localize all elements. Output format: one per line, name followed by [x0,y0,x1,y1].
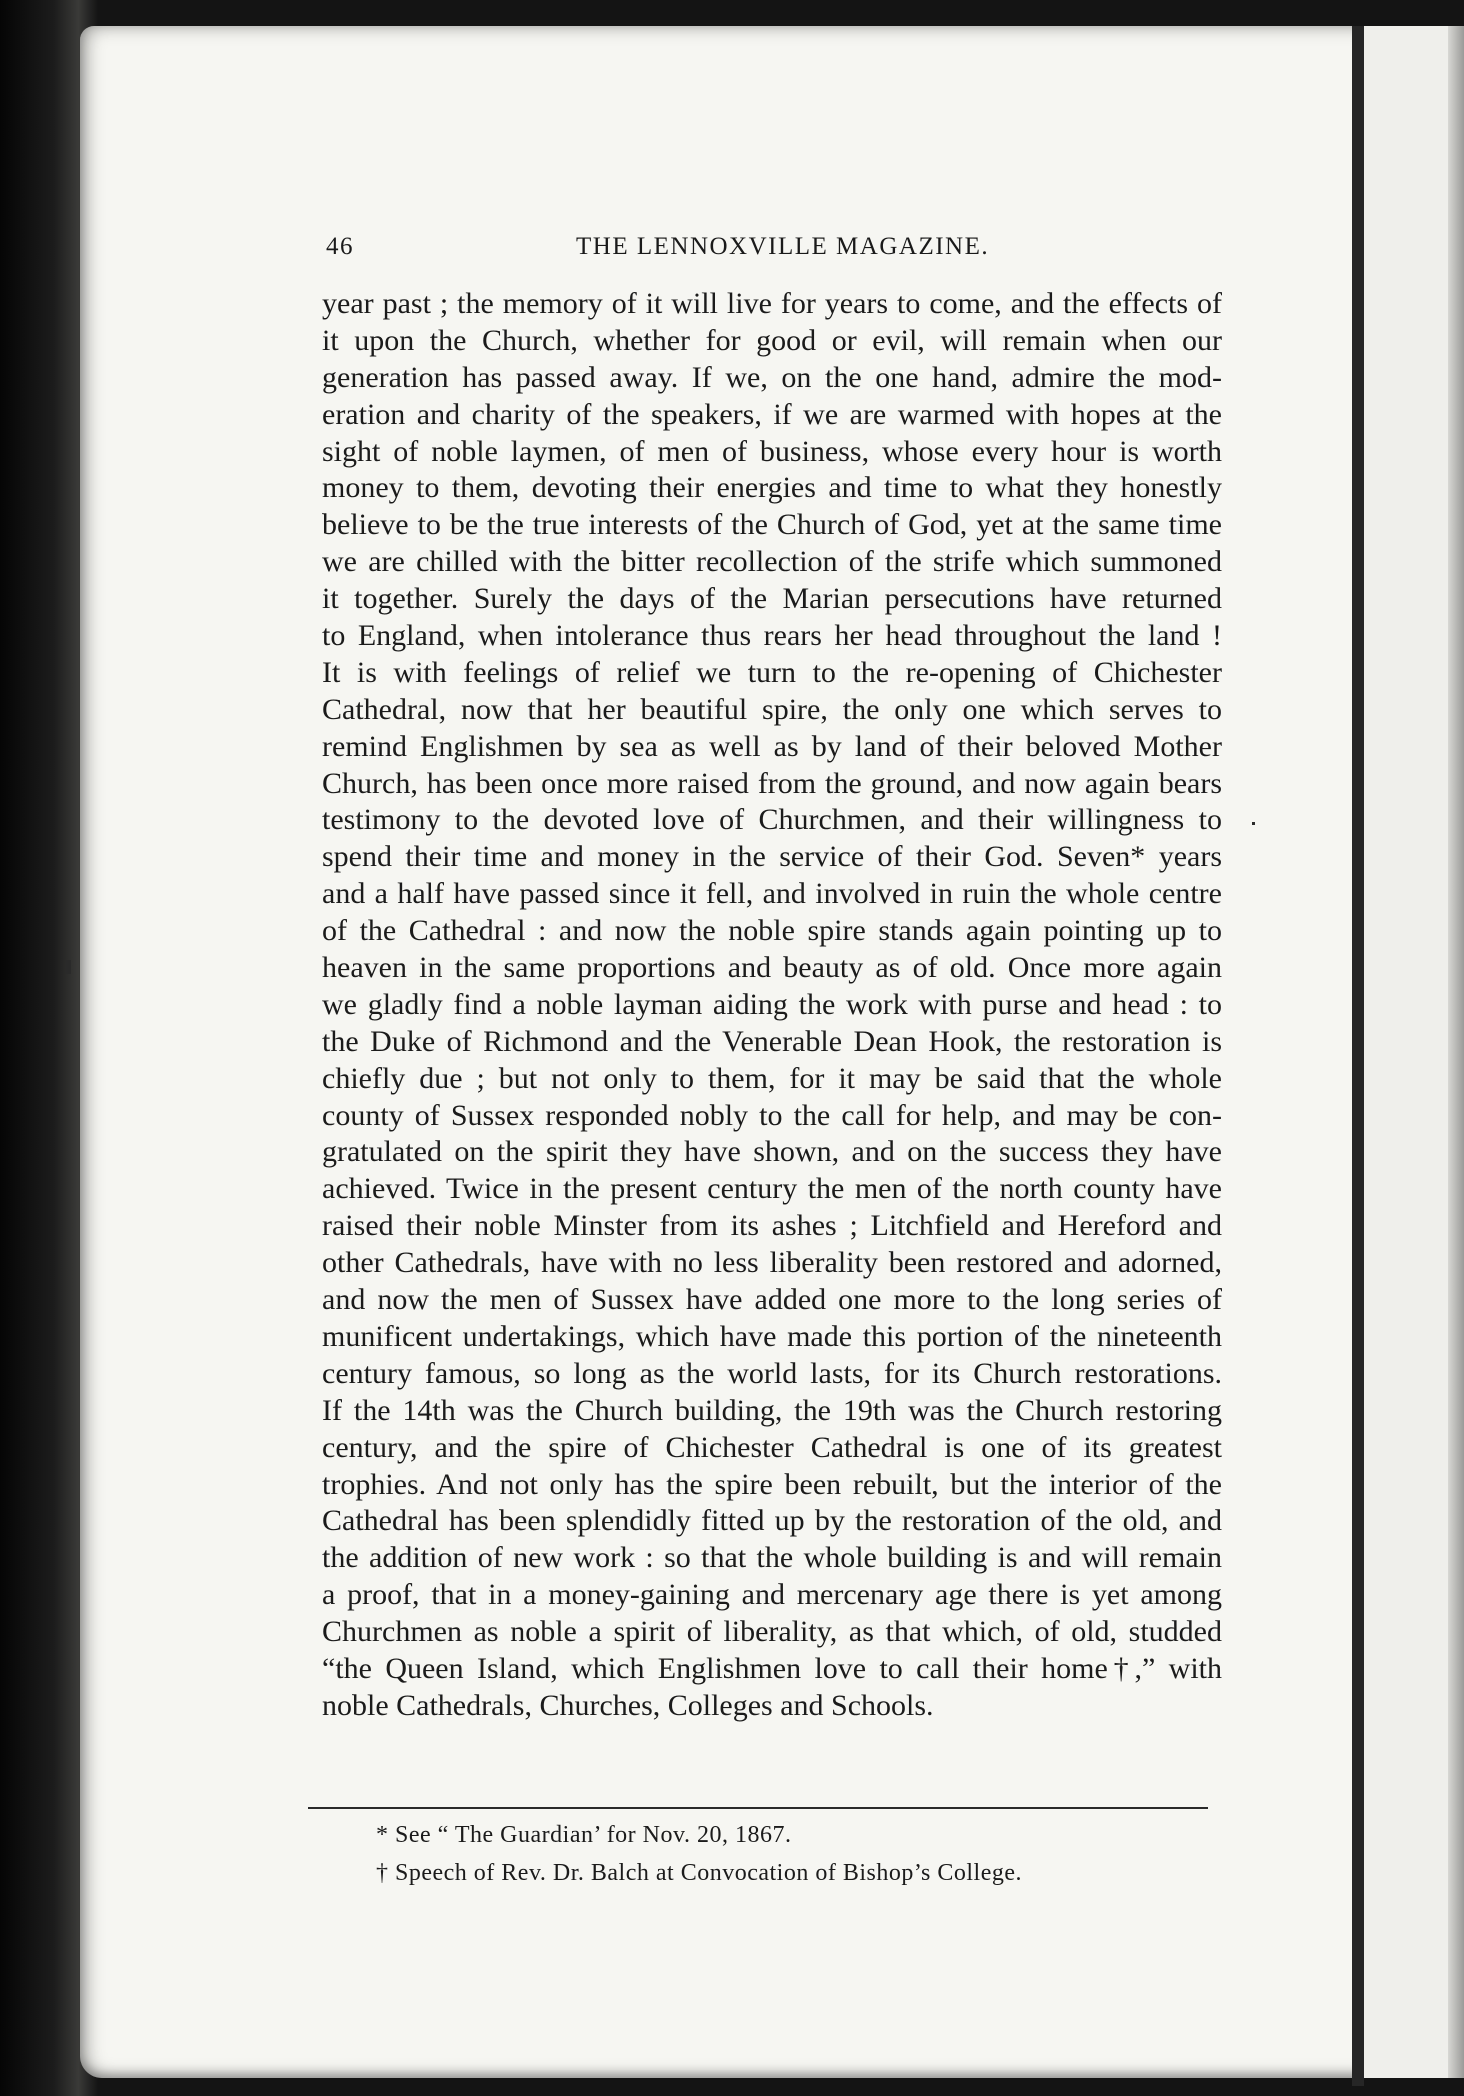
facing-page-edge [1448,26,1464,2078]
text-line: achieved. Twice in the present century the men of the north county have [322,1172,1222,1206]
text-line: noble Cathedrals, Churches, Colleges and Schools. [322,1688,934,1722]
text-line: believe to be the true interests of the Church of God, yet at the same time [322,508,1222,542]
text-line: heaven in the same proportions and beauty as of old. Once more again [322,951,1222,985]
text-line: other Cathedrals, have with no less liberality been restored and adorned, [322,1246,1222,1280]
text-line: county of Sussex responded nobly to the call for help, and may be con- [322,1098,1222,1132]
text-line: and a half have passed since it fell, and involved in ruin the whole centre [322,877,1222,911]
text-line: year past ; the memory of it will live for years to come, and the effects of [322,287,1222,320]
text-line: generation has passed away. If we, on the one hand, admire the mod- [322,360,1222,394]
text-line: If the 14th was the Church building, the 19th was the Church restoring [322,1393,1222,1427]
text-line: remind Englishmen by sea as well as by land of their beloved Mother [322,729,1222,763]
text-line: the addition of new work : so that the whole building is and will remain [322,1541,1222,1575]
text-line: Church, has been once more raised from the ground, and now again bears [322,766,1222,800]
text-line: it upon the Church, whether for good or evil, will remain when our [322,323,1222,357]
text-line: trophies. And not only has the spire been rebuilt, but the interior of the [322,1467,1222,1501]
text-line: gratulated on the spirit they have shown, and on the success they have [322,1135,1222,1169]
text-line: we gladly find a noble layman aiding the work with purse and head : to [322,987,1222,1021]
text-line: we are chilled with the bitter recollection of the strife which summoned [322,545,1222,579]
magazine-title: THE LENNOXVILLE MAGAZINE. [576,233,990,260]
text-line: Cathedral has been splendidly fitted up by the restoration of the old, and [322,1504,1222,1538]
text-line: century famous, so long as the world lasts, for its Church restorations. [322,1356,1222,1390]
ink-speck [1252,822,1255,825]
ink-speck [66,960,71,974]
text-line: century, and the spire of Chichester Cathedral is one of its greatest [322,1430,1222,1464]
text-line: It is with feelings of relief we turn to the re-opening of Chichester [322,655,1222,689]
page-number: 46 [326,233,354,260]
text-line: spend their time and money in the service of their God. Seven* years [322,840,1222,874]
text-line: a proof, that in a money-gaining and mercenary age there is yet among [322,1578,1222,1612]
footnote-rule [308,1807,1208,1809]
text-line: it together. Surely the days of the Marian persecutions have returned [322,582,1222,616]
text-line: money to them, devoting their energies and time to what they honestly [322,471,1222,505]
text-line: “the Queen Island, which Englishmen love to call their home†,” with [322,1651,1222,1685]
text-line: to England, when intolerance thus rears her head throughout the land ! [322,619,1222,653]
text-line: Churchmen as noble a spirit of liberality, as that which, of old, studded [322,1615,1222,1649]
article-body [322,286,1222,1725]
running-head [326,233,1226,273]
text-line: the Duke of Richmond and the Venerable Dean Hook, the restoration is [322,1024,1222,1058]
text-line: chiefly due ; but not only to them, for it may be said that the whole [322,1061,1222,1095]
text-line: testimony to the devoted love of Churchmen, and their willingness to [322,803,1222,837]
text-line: Cathedral, now that her beautiful spire, the only one which serves to [322,692,1222,726]
text-line: sight of noble laymen, of men of business, whose every hour is worth [322,434,1222,468]
footnote: † Speech of Rev. Dr. Balch at Convocation of Bishop’s College. [376,1860,1023,1886]
footnote: * See “ The Guardian’ for Nov. 20, 1867. [376,1822,792,1848]
text-line: raised their noble Minster from its ashes ; Litchfield and Hereford and [322,1209,1222,1243]
text-line: munificent undertakings, which have made this portion of the nineteenth [322,1319,1222,1353]
text-line: eration and charity of the speakers, if we are warmed with hopes at the [322,397,1222,431]
text-line: and now the men of Sussex have added one more to the long series of [322,1283,1222,1317]
footnotes [376,1816,1216,1892]
page-gutter [1352,26,1364,2086]
text-line: of the Cathedral : and now the noble spire stands again pointing up to [322,914,1222,948]
